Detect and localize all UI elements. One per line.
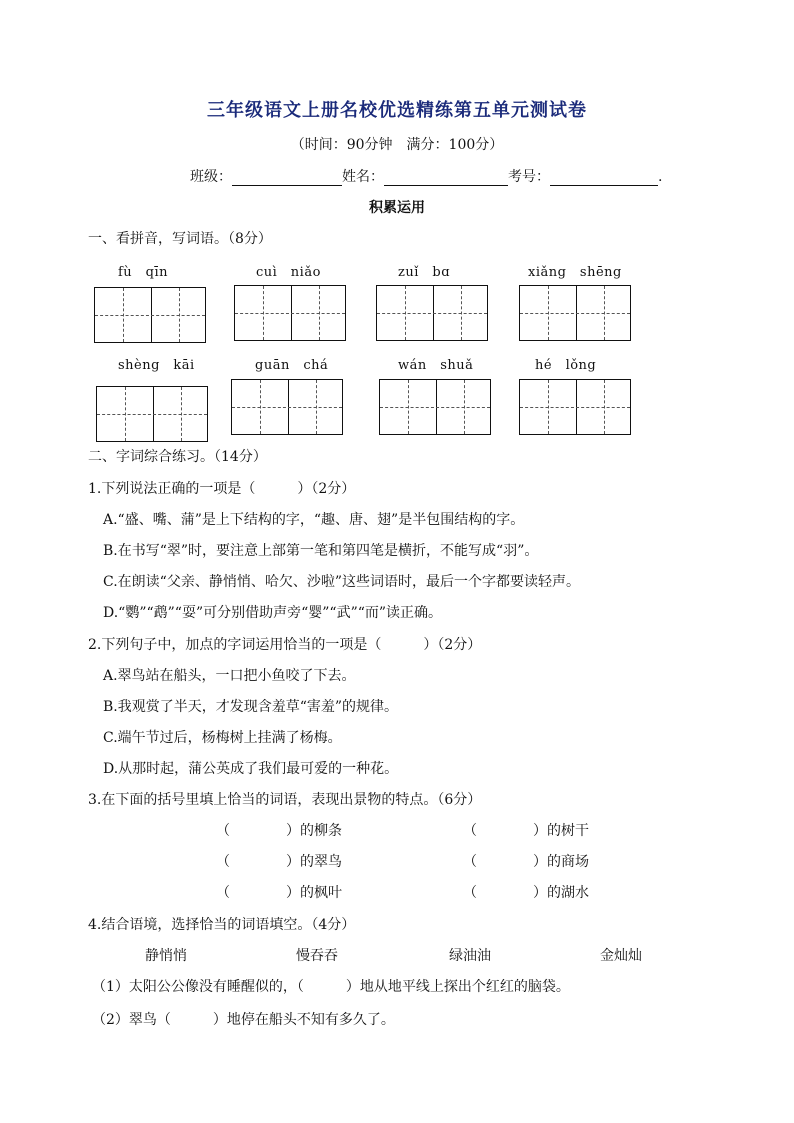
exam-time-score: （时间：90分钟 满分：100分） — [290, 137, 504, 153]
q1-heading: 一、看拼音，写词语。（8分） — [88, 231, 272, 247]
class-label: 班级： — [190, 169, 232, 185]
fill-blank[interactable]: （ ）的枫叶 — [216, 885, 342, 901]
pinyin-label: fù qīn — [118, 265, 169, 280]
student-info-row — [190, 166, 662, 186]
fill-sentence[interactable]: （1）太阳公公像没有睡醒似的，（ ）地从地平线上探出个红红的脑袋。 — [92, 979, 570, 995]
fill-blank[interactable]: （ ）的柳条 — [216, 823, 342, 839]
name-label: 姓名： — [342, 169, 384, 185]
q2-heading: 二、字词综合练习。（14分） — [88, 449, 267, 465]
word-choice: 慢吞吞 — [296, 948, 338, 964]
number-blank[interactable] — [550, 169, 658, 186]
info-end-mark: . — [658, 169, 663, 185]
word-choice: 静悄悄 — [145, 948, 187, 964]
pinyin-label: xiǎng shēng — [528, 265, 622, 280]
number-label: 考号： — [508, 169, 550, 185]
writing-grid[interactable] — [519, 285, 631, 341]
writing-grid[interactable] — [231, 379, 343, 435]
pinyin-label: zuǐ bɑ — [398, 265, 451, 280]
writing-grid[interactable] — [519, 379, 631, 435]
option-b[interactable]: B.我观赏了半天，才发现含羞草“害羞”的规律。 — [103, 699, 399, 715]
option-a[interactable]: A.“盛、嘴、蒲”是上下结构的字，“趣、唐、翅”是半包围结构的字。 — [103, 512, 525, 528]
name-blank[interactable] — [384, 169, 508, 186]
pinyin-label: guān chá — [255, 358, 329, 373]
option-c[interactable]: C.端午节过后，杨梅树上挂满了杨梅。 — [103, 730, 342, 746]
option-d[interactable]: D.“鹦”“鹉”“耍”可分别借助声旁“婴”“武”“而”读正确。 — [103, 605, 443, 621]
section-heading: 积累运用 — [369, 200, 425, 216]
writing-grid[interactable] — [234, 285, 346, 341]
page-title: 三年级语文上册名校优选精练第五单元测试卷 — [207, 100, 587, 121]
question-stem: 3.在下面的括号里填上恰当的词语，表现出景物的特点。（6分） — [88, 792, 482, 808]
word-choice: 绿油油 — [449, 948, 491, 964]
writing-grid[interactable] — [379, 379, 491, 435]
option-b[interactable]: B.在书写“翠”时，要注意上部第一笔和第四笔是横折，不能写成“羽”。 — [103, 543, 539, 559]
word-choice: 金灿灿 — [600, 948, 642, 964]
option-c[interactable]: C.在朗读“父亲、静悄悄、哈欠、沙啦”这些词语时，最后一个字都要读轻声。 — [103, 574, 580, 590]
writing-grid[interactable] — [376, 285, 488, 341]
option-a[interactable]: A.翠鸟站在船头，一口把小鱼咬了下去。 — [103, 668, 356, 684]
question-stem: 1.下列说法正确的一项是（ ）（2分） — [88, 481, 356, 497]
writing-grid[interactable] — [96, 386, 208, 442]
pinyin-label: hé lǒng — [535, 358, 597, 373]
pinyin-label: wán shuǎ — [398, 358, 474, 373]
question-stem: 2.下列句子中，加点的字词运用恰当的一项是（ ）（2分） — [88, 637, 482, 653]
fill-blank[interactable]: （ ）的树干 — [463, 823, 589, 839]
fill-blank[interactable]: （ ）的商场 — [463, 854, 589, 870]
fill-sentence[interactable]: （2）翠鸟（ ）地停在船头不知有多久了。 — [92, 1012, 395, 1028]
fill-blank[interactable]: （ ）的湖水 — [463, 885, 589, 901]
option-d[interactable]: D.从那时起，蒲公英成了我们最可爱的一种花。 — [103, 761, 399, 777]
writing-grid[interactable] — [94, 287, 206, 343]
question-stem: 4.结合语境，选择恰当的词语填空。（4分） — [88, 917, 356, 933]
fill-blank[interactable]: （ ）的翠鸟 — [216, 854, 342, 870]
pinyin-label: cuì niǎo — [256, 265, 321, 280]
pinyin-label: shèng kāi — [118, 358, 195, 373]
class-blank[interactable] — [232, 169, 342, 186]
